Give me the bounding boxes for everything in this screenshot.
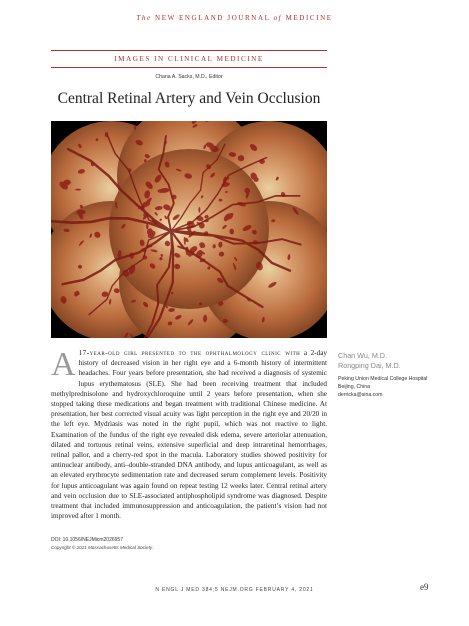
article-title: Central Retinal Artery and Vein Occlusion — [57, 90, 321, 107]
author-affiliation: Peking Union Medical College Hospital — [338, 376, 428, 382]
fundus-photograph-icon — [51, 121, 327, 338]
page-number: e9 — [420, 582, 429, 592]
masthead-of: of — [273, 14, 283, 22]
body-text: a 2-day history of decreased vision in her right eye and a 6-month history of intermittent headaches. Four years before presentation, she had received a diagnosis of systemic lupus erythematosus (SLE). She had been receiving treatment that included methylprednisolone and hydroxychloroquine until 2 years before presentation, when she stopped taking these medications and began treatment with traditional Chinese medicine. At presentation, her best corrected visual acuity was light perception in the right eye and 20/20 in the left eye. Mydriasis was noted in the right pupil, which was not reactive to light. Examination of the fundus of the right eye revealed disk edema, severe arteriolar attenuation, dilated and tortuous retinal veins, extensive superficial and deep intraretinal hemorrhages, retinal pallor, and a cherry-red spot in the macula. Laboratory studies showed positivity for antinuclear antibody, anti–double-stranded DNA antibody, and lupus anticoagulant, as well as an elevated erythrocyte sedimentation rate and decreased serum complement levels. Positivity for lupus anticoagulant was again found on repeat testing 12 weeks later. Central retinal artery and vein occlusion due to SLE-associated antiphospholipid syndrome was diagnosed. Despite treatment that included immunosuppression and anticoagulation, the patient’s vision had not improved after 1 month. — [51, 349, 328, 521]
doi-link[interactable]: DOI: 10.1056/NEJMicm2026957 — [51, 537, 123, 543]
section-editor: Chana A. Sacks, M.D., Editor — [155, 74, 223, 80]
author-name: Rongping Dai, M.D. — [338, 361, 401, 370]
masthead-prefix: The — [136, 14, 152, 22]
page-footer: N ENGL J MED 384;5 NEJM.ORG FEBRUARY 4, 2021 — [155, 587, 314, 593]
article-body — [51, 348, 327, 521]
masthead-name: NEW ENGLAND JOURNAL — [155, 14, 271, 22]
author-email-link[interactable]: derricka@sina.com — [338, 392, 383, 398]
copyright-notice: Copyright © 2021 Massachusetts Medical Society. — [51, 545, 154, 550]
author-name: Chan Wu, M.D. — [338, 351, 387, 360]
author-location: Beijing, China — [338, 384, 371, 390]
section-header: IMAGES IN CLINICAL MEDICINE — [51, 50, 327, 68]
drop-cap: A — [51, 346, 76, 383]
lead-in: 17-year-old girl presented to the ophthalmology clinic with — [78, 349, 301, 357]
masthead-suffix: MEDICINE — [285, 14, 333, 22]
journal-masthead — [0, 14, 469, 22]
